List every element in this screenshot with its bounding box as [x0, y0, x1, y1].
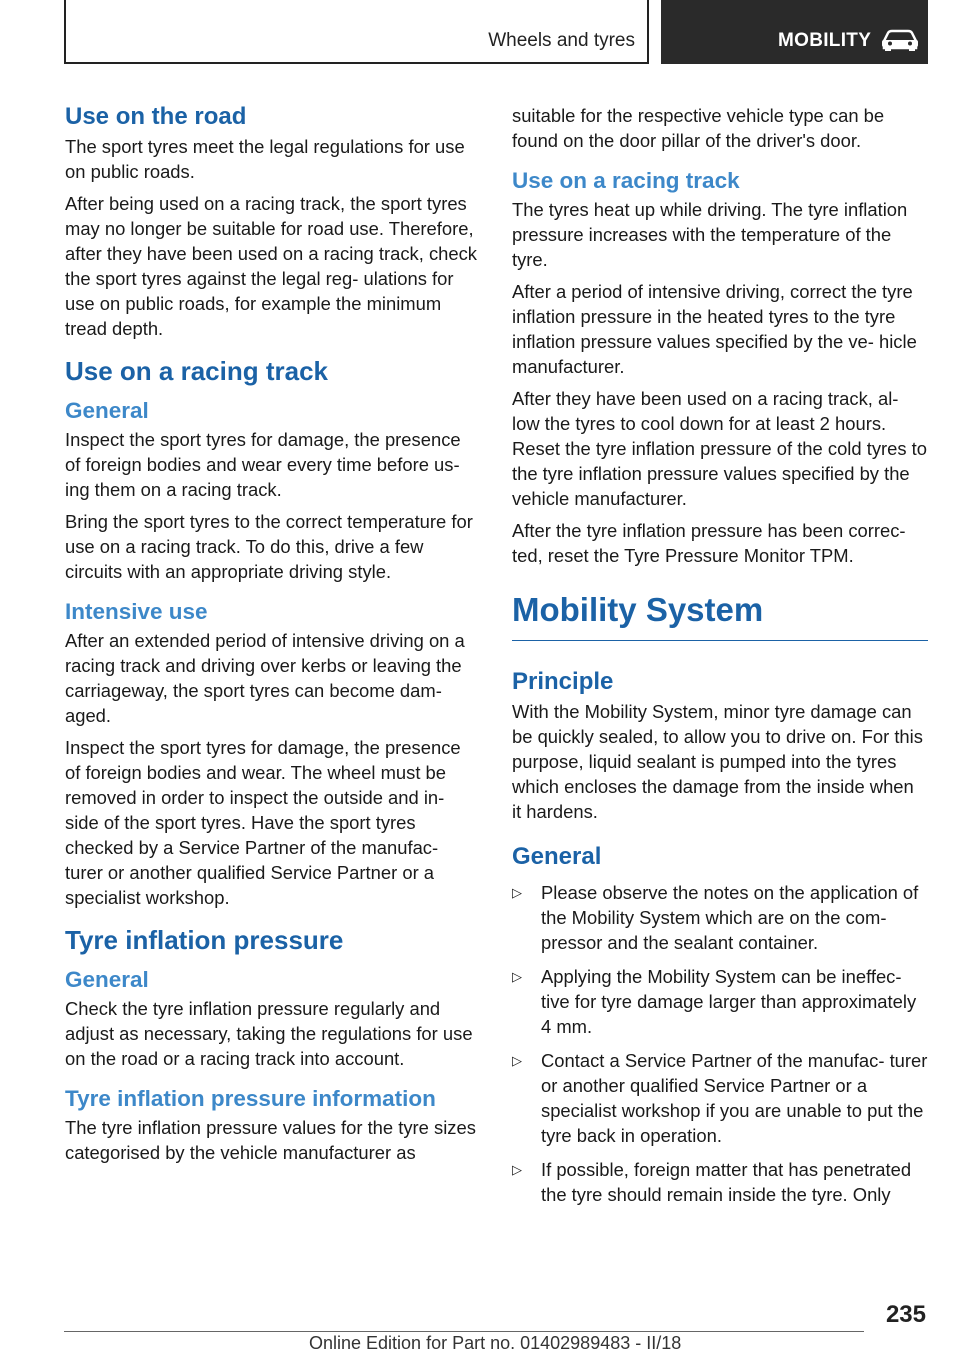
footer-edition: Online Edition for Part no. 01402989483 - II/18	[309, 1333, 682, 1353]
list-item	[512, 1157, 928, 1207]
heading-general: General	[65, 967, 149, 992]
triangle-bullet-icon: ▷	[512, 1053, 522, 1068]
list-item-text: Applying the Mobility System can be ineffec‐ tive for tyre damage larger than approximately 4 mm.	[541, 966, 917, 1037]
triangle-bullet-icon: ▷	[512, 969, 522, 984]
heading-tyre-inflation-pressure-information: Tyre inflation pressure information	[65, 1086, 436, 1111]
paragraph: suitable for the respective vehicle type can be found on the door pillar of the driver's door.	[512, 105, 885, 151]
heading-mobility-system: Mobility System	[512, 590, 928, 641]
paragraph: After an extended period of intensive driving on a racing track and driving over kerbs or leaving the carriageway, the sport tyres can become dam‐ aged.	[65, 630, 465, 726]
triangle-bullet-icon: ▷	[512, 885, 522, 900]
paragraph: Check the tyre inflation pressure regularly and adjust as necessary, taking the regulations for use on the road or a racing track into account.	[65, 998, 473, 1069]
list-item	[512, 1048, 928, 1148]
heading-use-on-racing-track: Use on a racing track	[512, 168, 740, 193]
paragraph: The tyre inflation pressure values for the tyre sizes categorised by the vehicle manufacturer as	[65, 1117, 476, 1163]
paragraph: After the tyre inflation pressure has been correc‐ ted, reset the Tyre Pressure Monitor TPM.	[512, 520, 906, 566]
heading-tyre-inflation-pressure: Tyre inflation pressure	[65, 925, 344, 955]
list-item-text: Contact a Service Partner of the manufac‐ turer or another qualified Service Partner or a specialist workshop if you are unable to put the tyre back in operation.	[541, 1050, 928, 1146]
paragraph: After being used on a racing track, the sport tyres may no longer be suitable for road use. Therefore, after they have been used on a racing track, check the sport tyres against the legal reg‐ ulations for use on public roads, for example the minimum tread depth.	[65, 193, 477, 339]
heading-general: General	[512, 843, 602, 870]
list-item	[512, 964, 928, 1039]
heading-principle: Principle	[512, 668, 614, 695]
list-item-text: Please observe the notes on the application of the Mobility System which are on the com‐ pressor and the sealant container.	[541, 882, 919, 953]
list-item	[512, 880, 928, 955]
header-section-box	[64, 0, 649, 64]
left-column	[65, 102, 477, 1172]
heading-intensive-use: Intensive use	[65, 599, 208, 624]
bullet-list	[512, 880, 928, 1207]
heading-use-on-racing-track: Use on a racing track	[65, 356, 328, 386]
right-column	[512, 103, 928, 1216]
paragraph: Inspect the sport tyres for damage, the presence of foreign bodies and wear. The wheel must be removed in order to inspect the outside and in‐ side of the sport tyres. Have the sport tyres checked by a Service Partner of the manufac‐ turer or another qualified Service Partner or a specialist workshop.	[65, 737, 461, 908]
triangle-bullet-icon: ▷	[512, 1162, 522, 1177]
page-number: 235	[885, 1301, 926, 1328]
paragraph: The sport tyres meet the legal regulations for use on public roads.	[65, 136, 465, 182]
header-chapter-box	[661, 0, 928, 64]
paragraph: Inspect the sport tyres for damage, the presence of foreign bodies and wear every time before us‐ ing them on a racing track.	[65, 429, 461, 500]
paragraph: After a period of intensive driving, correct the tyre inflation pressure in the heated tyres to the tyre inflation pressure values specified by the ve‐ hicle manufacturer.	[512, 281, 917, 377]
paragraph: With the Mobility System, minor tyre damage can be quickly sealed, to allow you to drive on. For this purpose, liquid sealant is pumped into the tyres which encloses the damage from the inside when it hardens.	[512, 701, 923, 822]
header-chapter-title: MOBILITY	[778, 30, 872, 51]
heading-use-on-road: Use on the road	[65, 103, 247, 130]
paragraph: The tyres heat up while driving. The tyre inflation pressure increases with the temperature of the tyre.	[512, 199, 908, 270]
list-item-text: If possible, foreign matter that has penetrated the tyre should remain inside the tyre. Only	[541, 1159, 912, 1205]
paragraph: Bring the sport tyres to the correct temperature for use on a racing track. To do this, drive a few circuits with an appropriate driving style.	[65, 511, 473, 582]
car-icon	[881, 29, 919, 51]
heading-general: General	[65, 398, 149, 423]
paragraph: After they have been used on a racing track, al‐ low the tyres to cool down for at least 2 hours. Reset the tyre inflation pressure of the cold tyres to the tyre inflation pressure values specified by the vehicle manufacturer.	[512, 388, 928, 509]
footer-divider	[64, 1331, 864, 1332]
header-section-title: Wheels and tyres	[488, 30, 635, 51]
